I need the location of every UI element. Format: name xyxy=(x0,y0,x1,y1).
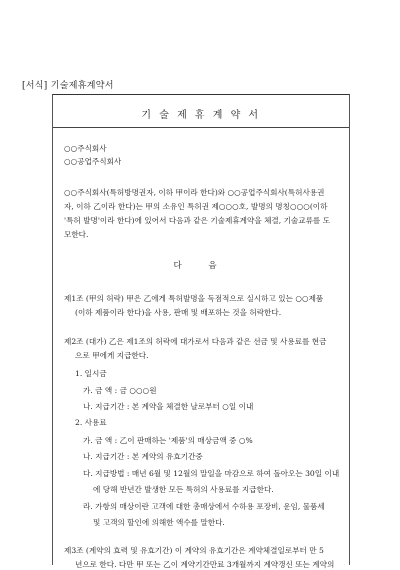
clause-line: 가. 금 액 : 금 ○○○원 xyxy=(83,386,157,395)
intro-line: 모한다. xyxy=(64,230,89,239)
clause-line: 제3조 (계약의 효력 및 유효기간) 이 계약의 유효기간은 계약체결일로부터 만 5 xyxy=(64,546,324,555)
clause-line: 년으로 한다. 다만 甲 또는 乙이 계약기간만료 3개월까지 계약갱신 또는 계약의 xyxy=(75,560,335,569)
clause-line: 2. 사용료 xyxy=(75,418,107,427)
party-1: ○○주식회사 xyxy=(64,144,107,153)
next-heading: 다 음 xyxy=(173,261,229,271)
contract-frame xyxy=(52,94,350,569)
intro-line: 자, 이하 乙이라 한다)는 甲의 소유인 특허권 제○○○호, 발명의 명칭○○○(이하 xyxy=(64,202,328,211)
clause-line: 및 고객의 할인에 의해한 액수를 말한다. xyxy=(93,518,225,527)
intro-line: ○○주식회사(특허방명권자, 이하 甲이라 한다)와 ○○공업주식회사(특허사용권 xyxy=(64,188,325,197)
title-divider xyxy=(53,127,349,128)
clause-line: 라. 가항의 매상이란 고객에 대한 총매상에서 수하용 포장비, 운임, 물품세 xyxy=(83,502,325,511)
intro-line: '특허 발명'이라 한다)에 있어서 다음과 같은 기술제휴계약을 체결, 기술교류를 도 xyxy=(64,216,331,225)
clause-line: 에 당해 반년간 발생한 모든 특허의 사용료를 지급한다. xyxy=(93,485,274,494)
clause-line: (이하 제품이라 한다)을 사용, 판매 및 배포하는 것을 허락한다. xyxy=(75,308,282,317)
party-2: ○○공업주식회사 xyxy=(64,157,122,166)
clause-line: 나. 지급기간 : 본 계약을 체결한 날로부터 ○일 이내 xyxy=(83,402,254,411)
form-label: [서식] 기술제휴계약서 xyxy=(22,81,114,91)
contract-title: 기 술 제 휴 계 약 서 xyxy=(141,110,261,121)
clause-line: 다. 지급방법 : 매년 6월 및 12월의 말일을 마감으로 하여 돌아오는 30일 이내 xyxy=(83,469,340,478)
clause-line: 1. 일시금 xyxy=(75,369,107,378)
clause-line: 으로 甲에게 지급한다. xyxy=(75,351,149,360)
clause-line: 제1조 (甲의 허락) 甲은 乙에게 특허발명을 독점적으로 실시하고 있는 ○○제품 xyxy=(64,294,324,303)
clause-line: 나. 지급기간 : 본 계약의 유효기간중 xyxy=(83,452,203,461)
clause-line: 제2조 (대가) 乙은 제1조의 허락에 대가로서 다음과 같은 선금 및 사용료를 현금 xyxy=(64,337,327,346)
contract-body xyxy=(53,95,349,569)
clause-line: 가. 금 액 : 乙이 판매하는 '제품'의 매상금액 중 ○% xyxy=(83,436,253,445)
